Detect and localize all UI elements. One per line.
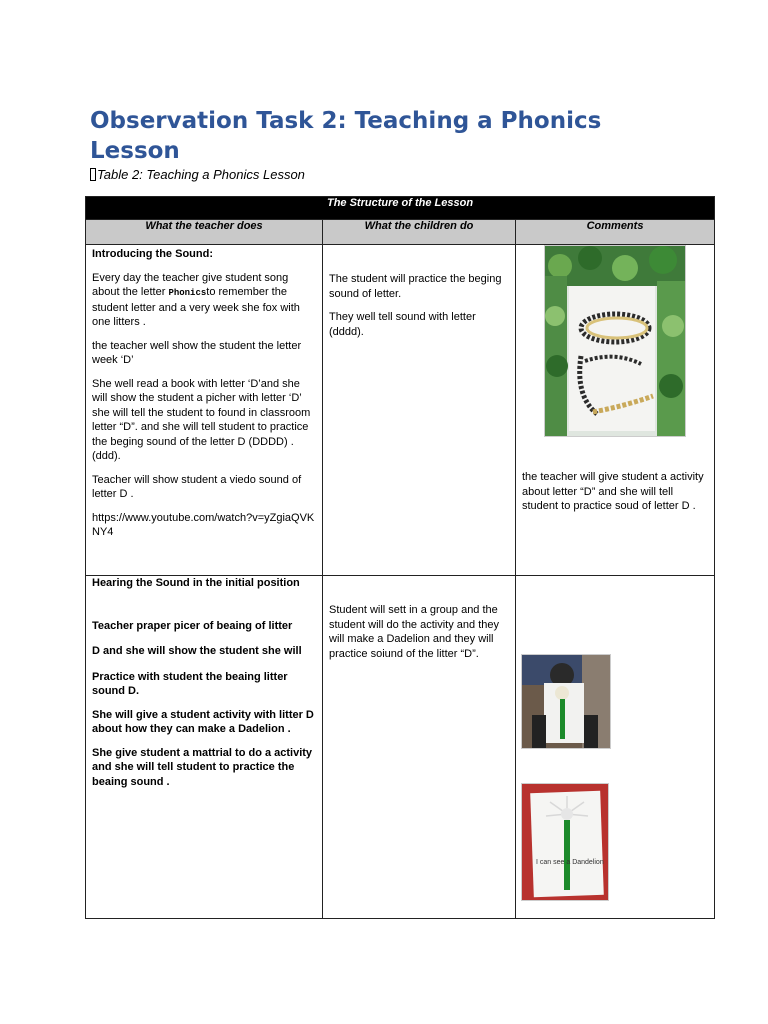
teacher-text: Every day the teacher give student song about the letter <box>92 271 289 298</box>
section-heading: Introducing the Sound: <box>92 248 213 260</box>
column-header-teacher: What the teacher does <box>86 220 323 245</box>
teacher-cell <box>86 245 323 576</box>
child-dandelion-image <box>522 655 610 748</box>
table-row <box>86 576 715 919</box>
table-caption <box>90 167 305 182</box>
child-dandelion-photo <box>521 654 611 749</box>
teacher-paragraph: She will give a student activity with litter D about how they can make a Dadelion . <box>92 708 314 735</box>
teacher-paragraph: Practice with student the beaing litter sound D. <box>92 670 288 697</box>
teacher-paragraph: She well read a book with letter ‘D’and she will show the student a picher with letter ‘D’ she will tell the student to found in classroom letter “D”. and she will tell student to practice the beging sound of the letter D (DDDD) .(ddd). <box>92 377 311 462</box>
comments-cell <box>516 245 715 576</box>
page-title: Observation Task 2: Teaching a Phonics Lesson <box>90 108 602 164</box>
children-paragraph: They well tell sound with letter (dddd). <box>329 311 476 338</box>
video-link[interactable]: https://www.youtube.com/watch?v=yZgiaQVKNY4 <box>92 511 315 538</box>
teacher-cell <box>86 576 323 919</box>
column-header-comments: Comments <box>516 220 715 245</box>
teacher-paragraph: D and she will show the student she will <box>92 645 302 657</box>
teacher-paragraph: Teacher praper picer of beaing of litter <box>92 619 293 632</box>
letter-d-craft-image <box>545 246 685 436</box>
letter-d-craft-photo <box>544 245 686 437</box>
section-heading: Hearing the Sound in the initial position <box>92 577 300 589</box>
children-cell <box>323 245 516 576</box>
teacher-paragraph: Teacher will show student a viedo sound of letter D . <box>92 473 302 500</box>
children-cell <box>323 576 516 919</box>
lesson-table <box>85 196 715 919</box>
phonics-word: Phonics <box>168 288 207 298</box>
comments-cell <box>516 576 715 919</box>
children-paragraph: The student will practice the beging sound of letter. <box>329 273 502 300</box>
teacher-paragraph: She give student a mattrial to do a activity and she will tell student to practice the beaing sound . <box>92 746 313 788</box>
structure-header: The Structure of the Lesson <box>86 197 715 220</box>
dandelion-card-photo <box>521 783 609 901</box>
comment-text: the teacher will give student a activity about letter “D” and she will tell student to practice soud of letter D . <box>522 471 704 512</box>
children-paragraph: Student will sett in a group and the student will do the activity and they will make a Dadelion and they will practice soiund of the litter “D”. <box>329 604 499 660</box>
teacher-paragraph <box>92 271 316 330</box>
teacher-paragraph: the teacher well show the student the letter week ‘D’ <box>92 339 302 366</box>
column-header-children: What the children do <box>323 220 516 245</box>
table-caption-text: Table 2: Teaching a Phonics Lesson <box>97 167 305 182</box>
card-text: I can see a Dandelion <box>536 859 604 866</box>
missing-glyph-icon <box>90 168 96 181</box>
teacher-text: to remember the student letter and a very week she fox with one litters . <box>92 286 300 328</box>
table-row <box>86 245 715 576</box>
dandelion-card-image <box>522 784 608 900</box>
